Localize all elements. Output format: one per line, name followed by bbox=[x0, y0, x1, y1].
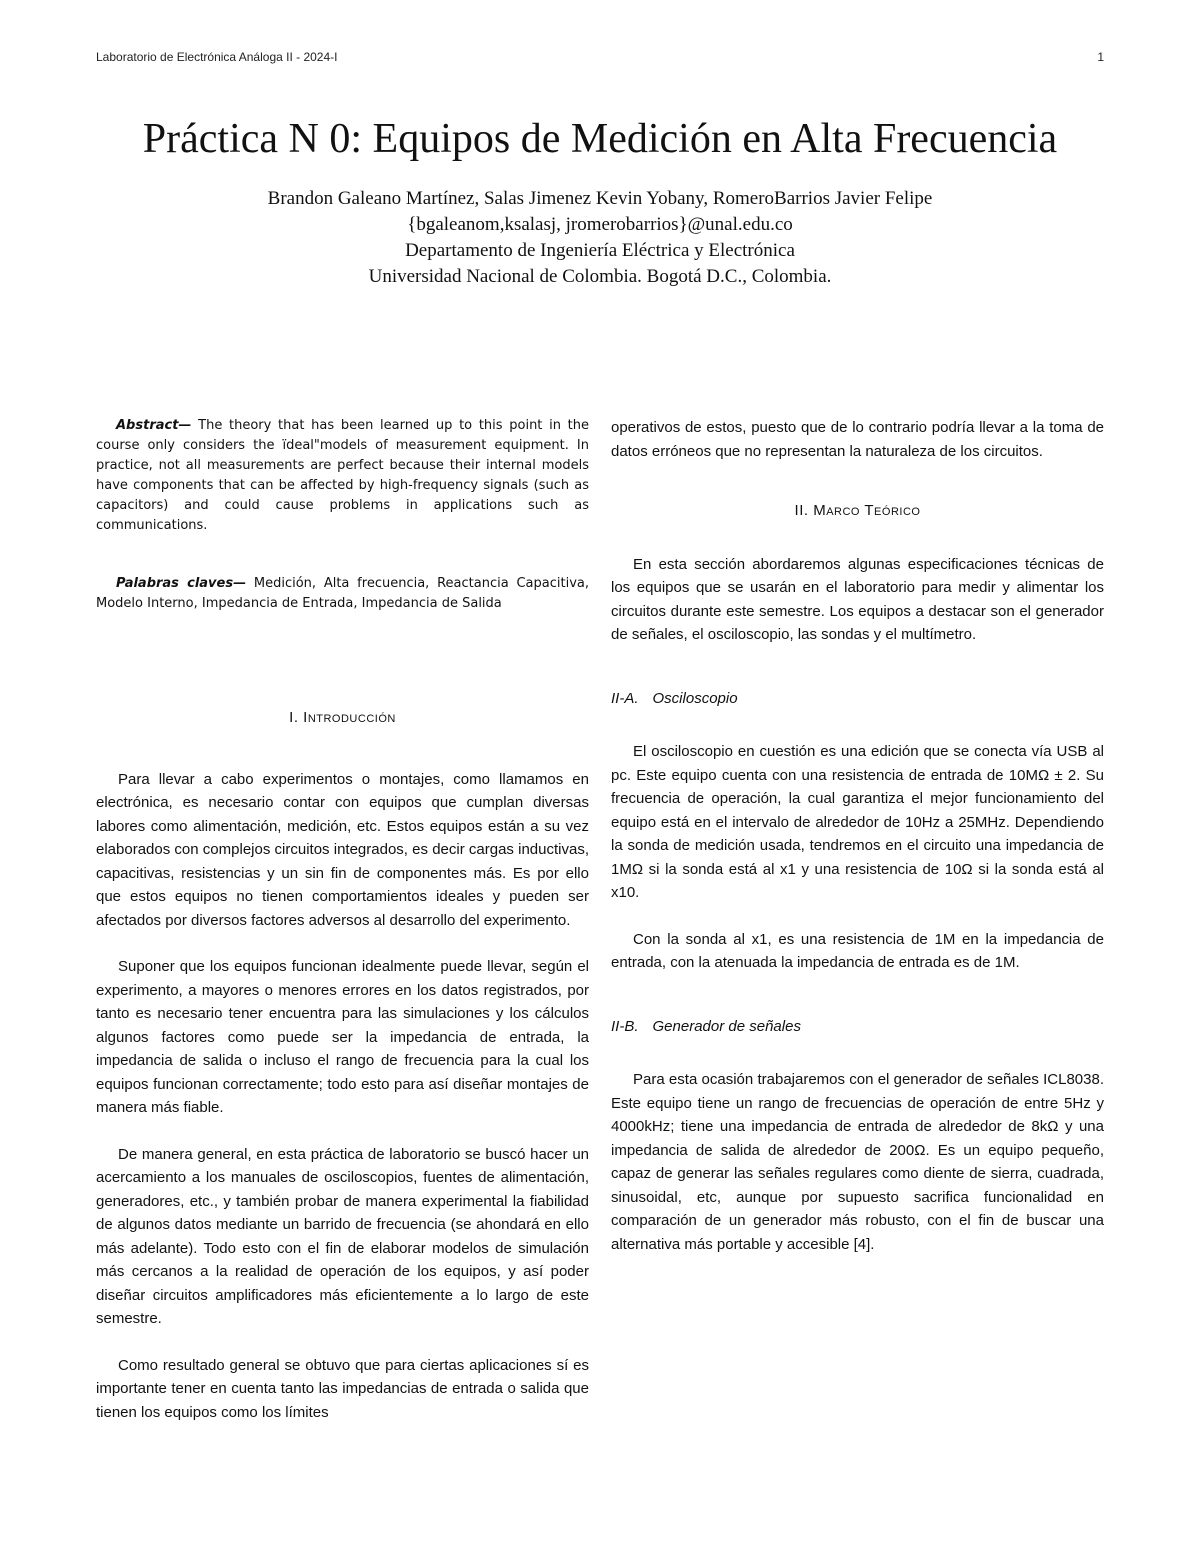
theory-paragraph: En esta sección abordaremos algunas especificaciones técnicas de los equipos que se usarán en el laboratorio para medir y alimentar los circuitos durante este semestre. Los equipos a destacar son el generador de señales, el osciloscopio, las sondas y el multímetro. bbox=[611, 555, 1104, 643]
title-block bbox=[96, 112, 1104, 290]
intro-paragraph-1: Para llevar a cabo experimentos o montajes, como llamamos en electrónica, es necesario contar con equipos que cumplan diversas labores como alimentación, medición, etc. Estos equipos están a su vez elaborados con complejos circuitos integrados, es decir cargas inductivas, capacitivas, resistencias y un sin fin de componentes más. Es por ello que estos equipos no tienen comportamientos ideales y pueden ser afectados por diversos factores adversos al desarrollo del experimento. bbox=[96, 770, 589, 929]
subsection-number: II-B. bbox=[611, 1017, 639, 1035]
left-column bbox=[96, 416, 589, 1447]
intro-paragraph-3: De manera general, en esta práctica de laboratorio se buscó hacer un acercamiento a los manuales de osciloscopios, fuentes de alimentación, generadores, etc., y también probar de manera experimental la fiabilidad de algunos datos mediante un barrido de frecuencia (se ahondará en ello más adelante). Todo esto con el fin de elaborar modelos de simulación más cercanos a la realidad de operación de los equipos, y así poder diseñar circuitos amplificadores más eficientemente a lo largo de este semestre. bbox=[96, 1145, 589, 1327]
subsection-title: Generador de señales bbox=[652, 1017, 801, 1035]
intro-paragraph-4: Como resultado general se obtuvo que para ciertas aplicaciones sí es importante tener en cuenta tanto las impedancias de entrada o salida que tienen los equipos como los límites bbox=[96, 1356, 589, 1421]
subsection-heading-generador bbox=[611, 1015, 1104, 1039]
university: Universidad Nacional de Colombia. Bogotá D.C., Colombia. bbox=[368, 266, 832, 287]
subsection-number: II-A. bbox=[611, 689, 639, 707]
section-heading-introduccion: I. Introducción bbox=[289, 709, 396, 726]
keywords-label: Palabras claves— bbox=[116, 576, 247, 591]
department: Departamento de Ingeniería Eléctrica y Electrónica bbox=[405, 240, 795, 261]
generador-paragraph-1: Para esta ocasión trabajaremos con el generador de señales ICL8038. Este equipo tiene un rango de frecuencias de operación de entre 5Hz y 4000kHz; tiene una impedancia de entrada de alrededor de 8kΩ y una impedancia de salida de alrededor de 200Ω. Es un equipo pequeño, capaz de generar las señales regulares como diente de sierra, cuadrada, sinusoidal, etc, aunque por supuesto sacrifica funcionalidad en comparación de un generador más robusto, con el fin de buscar una alternativa más portable y accesible [4]. bbox=[611, 1071, 1104, 1253]
page-number: 1 bbox=[1097, 50, 1104, 64]
keywords bbox=[96, 574, 589, 614]
subsection-title: Osciloscopio bbox=[652, 689, 738, 707]
abstract bbox=[96, 416, 589, 536]
running-title: Laboratorio de Electrónica Análoga II - 2024-I bbox=[96, 50, 338, 64]
osciloscopio-paragraph-1: El osciloscopio en cuestión es una edición que se conecta vía USB al pc. Este equipo cuenta con una resistencia de entrada de 10MΩ ± 2. Su frecuencia de operación, la cual garantiza el mejor funcionamiento del equipo está en el intervalo de alrededor de 10Hz a 25MHz. Dependiendo la sonda de medición usada, tendremos en el circuito una impedancia de 1MΩ si la sonda está al x1 y una resistencia de 10Ω si la sonda está al x10. bbox=[611, 743, 1104, 901]
subsection-heading-osciloscopio bbox=[611, 687, 1104, 711]
paper-title: Práctica N 0: Equipos de Medición en Alta Frecuencia bbox=[142, 116, 1058, 162]
intro-continuation: operativos de estos, puesto que de lo contrario podría llevar a la toma de datos erróneos que no representan la naturaleza de los circuitos. bbox=[611, 419, 1104, 460]
authors: Brandon Galeano Martínez, Salas Jimenez Kevin Yobany, RomeroBarrios Javier Felipe bbox=[267, 188, 933, 209]
right-column bbox=[611, 416, 1104, 1279]
keywords-text: Medición, Alta frecuencia, Reactancia Capacitiva, Modelo Interno, Impedancia de Entrada, Impedancia de Salida bbox=[96, 576, 589, 611]
abstract-text: The theory that has been learned up to this point in the course only considers the ïdeal"models of measurement equipment. In practice, not all measurements are perfect because their internal models have components that can be affected by high-frequency signals (such as capacitors) and could cause problems in applications such as communications. bbox=[96, 418, 589, 533]
intro-paragraph-2: Suponer que los equipos funcionan idealmente puede llevar, según el experimento, a mayores o menores errores en los datos registrados, por tanto es necesario tener encuentra para las simulaciones y los cálculos algunos factores como puede ser la impedancia de entrada, la impedancia de salida o incluso el rango de frecuencia para la cual los equipos funcionan correctamente; todo esto para así diseñar montajes de manera más fiable. bbox=[96, 958, 589, 1116]
osciloscopio-paragraph-2: Con la sonda al x1, es una resistencia de 1M en la impedancia de entrada, con la atenuada la impedancia de entrada es de 1M. bbox=[611, 930, 1104, 971]
abstract-label: Abstract— bbox=[116, 418, 192, 433]
running-header bbox=[96, 50, 1104, 64]
author-emails: {bgaleanom,ksalasj, jromerobarrios}@unal.edu.co bbox=[407, 214, 793, 235]
section-heading-marco-teorico: II. Marco Teórico bbox=[794, 502, 921, 519]
